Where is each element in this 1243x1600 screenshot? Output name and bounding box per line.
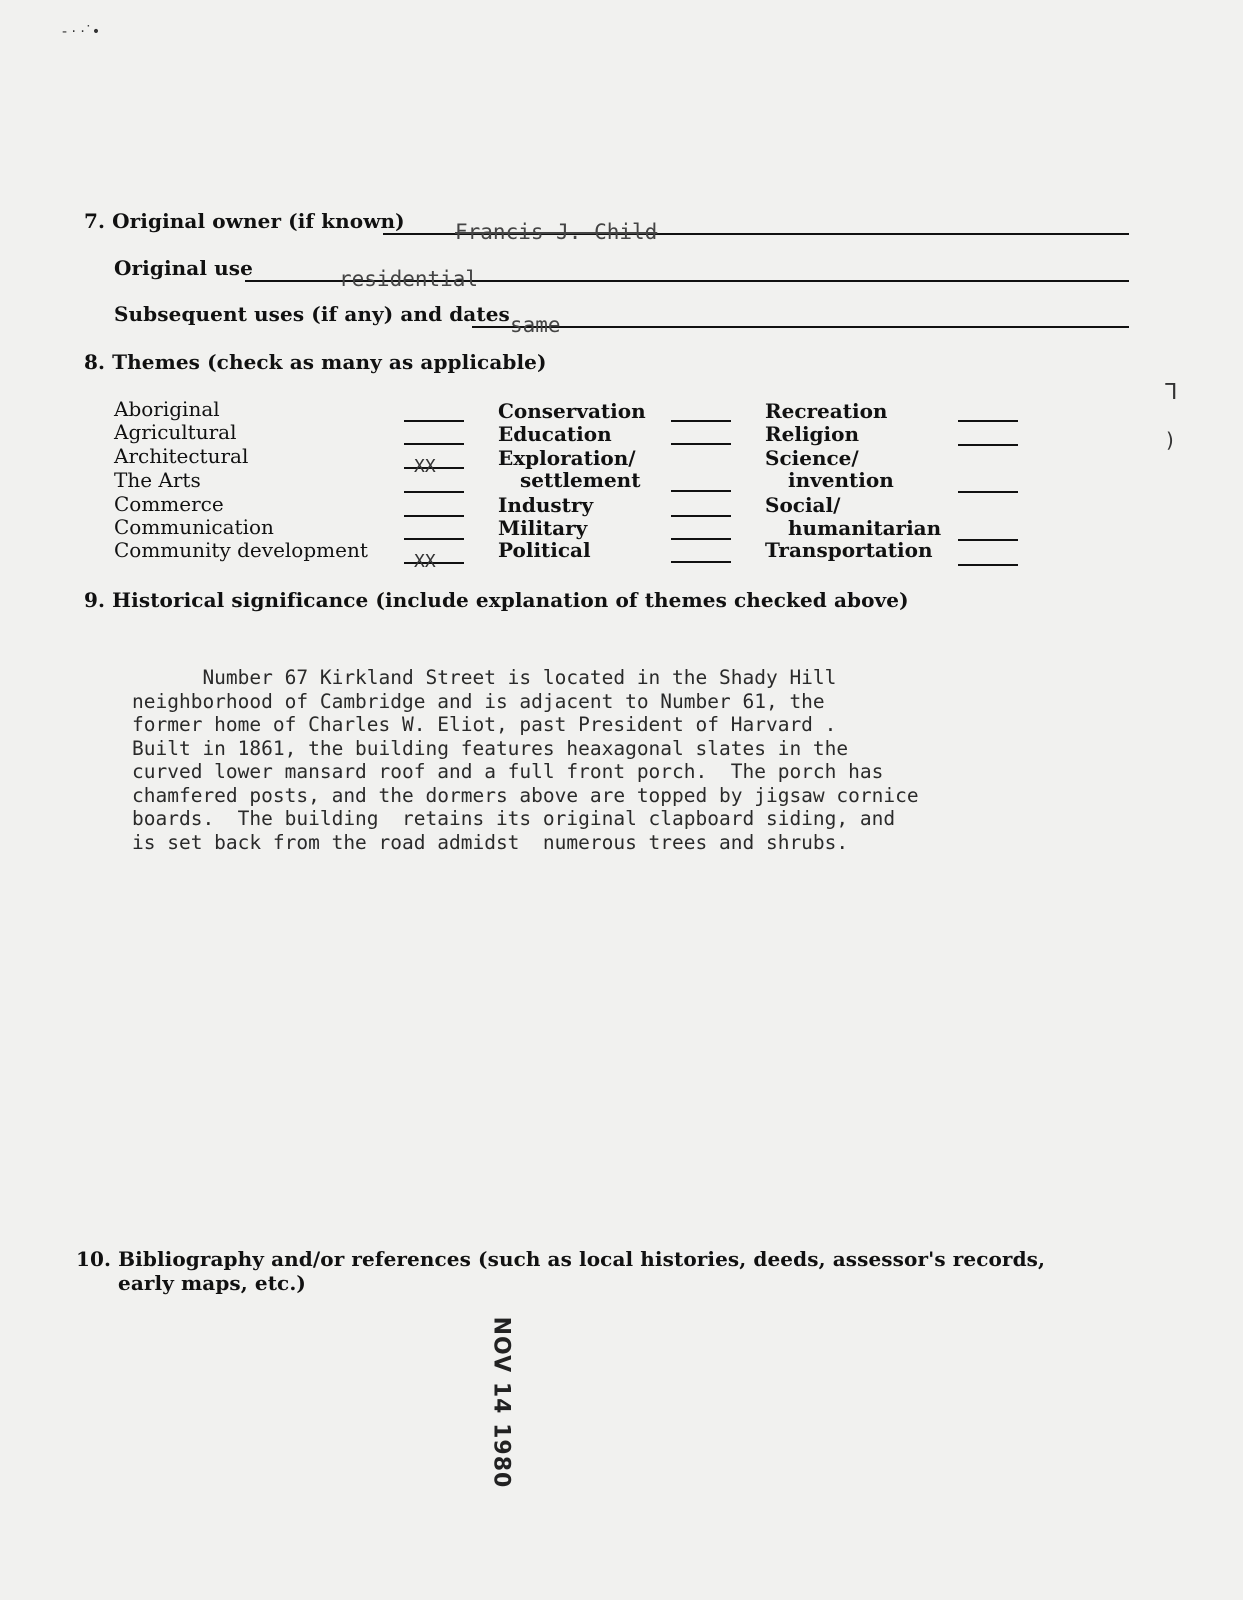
check-religion[interactable] (958, 424, 1018, 446)
original-owner-label: 7. Original owner (if known) (84, 209, 405, 233)
check-commerce[interactable] (404, 495, 464, 517)
check-community-development[interactable] (404, 542, 464, 572)
check-exploration[interactable] (671, 470, 731, 492)
check-education[interactable] (671, 423, 731, 445)
margin-mark-right-2: ) (1166, 428, 1174, 452)
check-mark-architectural: XX (414, 456, 436, 477)
check-transportation[interactable] (958, 544, 1018, 566)
check-political[interactable] (671, 541, 731, 563)
subsequent-uses-value: same (510, 313, 561, 337)
subsequent-uses-field[interactable] (472, 300, 1129, 337)
check-architectural[interactable] (404, 447, 464, 477)
check-military[interactable] (671, 518, 731, 540)
margin-mark-right: ᒣ (1164, 380, 1178, 405)
theme-communication: Communication (114, 515, 274, 539)
theme-commerce: Commerce (114, 492, 224, 516)
check-aboriginal[interactable] (404, 400, 464, 422)
theme-transportation: Transportation (765, 538, 933, 562)
check-the-arts[interactable] (404, 471, 464, 493)
theme-religion: Religion (765, 422, 860, 446)
original-owner-value: Francis J. Child (455, 220, 658, 244)
original-use-field[interactable] (245, 254, 1129, 291)
bibliography-heading: 10. Bibliography and/or references (such as local histories, deeds, assessor's records, (76, 1247, 1046, 1271)
theme-agricultural: Agricultural (114, 420, 237, 444)
check-science[interactable] (958, 471, 1018, 493)
received-date-stamp: NOV 14 1980 (488, 1316, 514, 1489)
theme-community-development: Community development (114, 538, 368, 562)
theme-humanitarian: humanitarian (788, 516, 942, 540)
scan-speck-marks: - · ·˙• (62, 24, 101, 40)
check-mark-community-development: XX (414, 551, 436, 572)
theme-architectural: Architectural (114, 444, 249, 468)
original-use-value: residential (339, 267, 479, 291)
theme-science: Science/ (765, 446, 859, 470)
theme-industry: Industry (498, 493, 594, 517)
theme-invention: invention (788, 468, 894, 492)
check-industry[interactable] (671, 495, 731, 517)
theme-political: Political (498, 538, 591, 562)
historical-significance-heading: 9. Historical significance (include explanation of themes checked above) (84, 588, 909, 612)
historical-significance-text: Number 67 Kirkland Street is located in the Shady Hill neighborhood of Cambridge and is adjacent to Number 61, the former home of Charles W. Eliot, past President of Harvard . Built in 1861, the building features heaxagonal slates in the curved lower mansard roof and a full front porch. The porch has chamfered posts, and the dormers above are topped by jigsaw cornice boards. The building retains its original clapboard siding, and is set back from the road admidst numerous trees and shrubs. (132, 666, 919, 854)
theme-exploration: Exploration/ (498, 446, 636, 470)
bibliography-heading-cont: early maps, etc.) (118, 1271, 306, 1295)
theme-military: Military (498, 516, 588, 540)
subsequent-uses-label: Subsequent uses (if any) and dates (114, 302, 510, 326)
theme-settlement: settlement (520, 468, 641, 492)
check-communication[interactable] (404, 518, 464, 540)
theme-aboriginal: Aboriginal (114, 397, 220, 421)
original-owner-field[interactable] (383, 207, 1129, 244)
theme-education: Education (498, 422, 612, 446)
themes-heading: 8. Themes (check as many as applicable) (84, 350, 547, 374)
theme-the-arts: The Arts (114, 468, 201, 492)
check-social[interactable] (958, 519, 1018, 541)
theme-recreation: Recreation (765, 399, 888, 423)
original-use-label: Original use (114, 256, 253, 280)
check-agricultural[interactable] (404, 423, 464, 445)
check-recreation[interactable] (958, 400, 1018, 422)
theme-social: Social/ (765, 493, 841, 517)
theme-conservation: Conservation (498, 399, 646, 423)
check-conservation[interactable] (671, 400, 731, 422)
